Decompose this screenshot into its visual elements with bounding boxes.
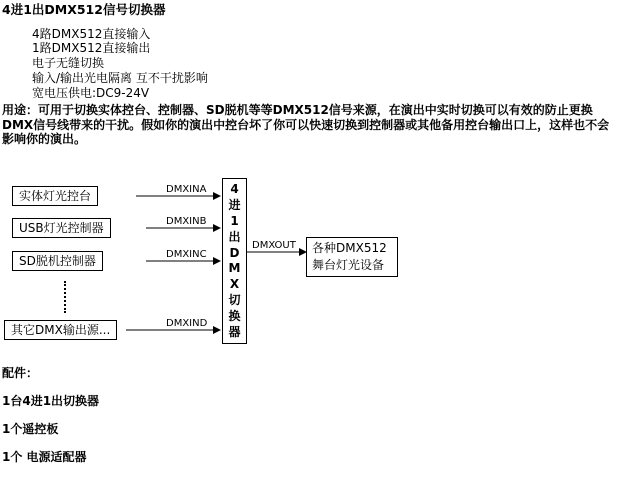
accessory-item-1: 1台4进1出切换器: [2, 394, 100, 408]
switcher-char: 出: [228, 229, 241, 244]
source-box-c: SD脱机控制器: [12, 251, 103, 271]
output-signal-label: DMXOUT: [252, 240, 296, 251]
switcher-char: 换: [228, 308, 241, 323]
signal-label-d: DMXIND: [166, 318, 208, 329]
feature-item-4: 输入/输出光电隔离 互不干扰影响: [32, 71, 208, 85]
signal-label-b: DMXINB: [166, 216, 207, 227]
switcher-char: X: [229, 277, 240, 292]
output-device-line-2: 舞台灯光设备: [312, 258, 385, 272]
accessory-item-3: 1个 电源适配器: [2, 450, 87, 464]
switcher-char: D: [229, 245, 240, 260]
signal-label-c: DMXINC: [166, 249, 207, 260]
accessory-item-2: 1个遥控板: [2, 422, 59, 436]
accessories-title: 配件：: [2, 366, 39, 380]
source-box-d: 其它DMX输出源...: [4, 320, 117, 340]
output-device-box: [306, 237, 398, 277]
switcher-char: 4: [230, 182, 239, 197]
usage-paragraph: 用途：可用于切换实体控台、控制器、SD脱机等等DMX512信号来源，在演出中实时切换可以有效的防止更换DMX信号线带来的干扰。假如你的演出中控台坏了你可以快速切换到控制器或其他备用控台输出口上，这样也不会影响你的演出。: [2, 103, 610, 146]
switcher-char: M: [228, 261, 241, 276]
page-title: 4进1出DMX512信号切换器: [2, 2, 166, 17]
more-sources-dots: [64, 281, 68, 313]
feature-item-2: 1路DMX512直接输出: [32, 41, 151, 55]
switcher-box: [222, 178, 247, 344]
source-box-b: USB灯光控制器: [12, 218, 111, 238]
signal-label-a: DMXINA: [166, 184, 207, 195]
feature-item-5: 宽电压供电:DC9-24V: [32, 86, 150, 100]
switcher-char: 器: [228, 324, 241, 339]
switcher-char: 进: [228, 198, 241, 213]
output-device-line-1: 各种DMX512: [312, 241, 387, 255]
switcher-char: 1: [230, 213, 239, 228]
feature-item-3: 电子无缝切换: [32, 56, 105, 70]
feature-item-1: 4路DMX512直接输入: [32, 27, 151, 41]
switcher-char: 切: [228, 292, 241, 307]
source-box-a: 实体灯光控台: [12, 186, 98, 206]
